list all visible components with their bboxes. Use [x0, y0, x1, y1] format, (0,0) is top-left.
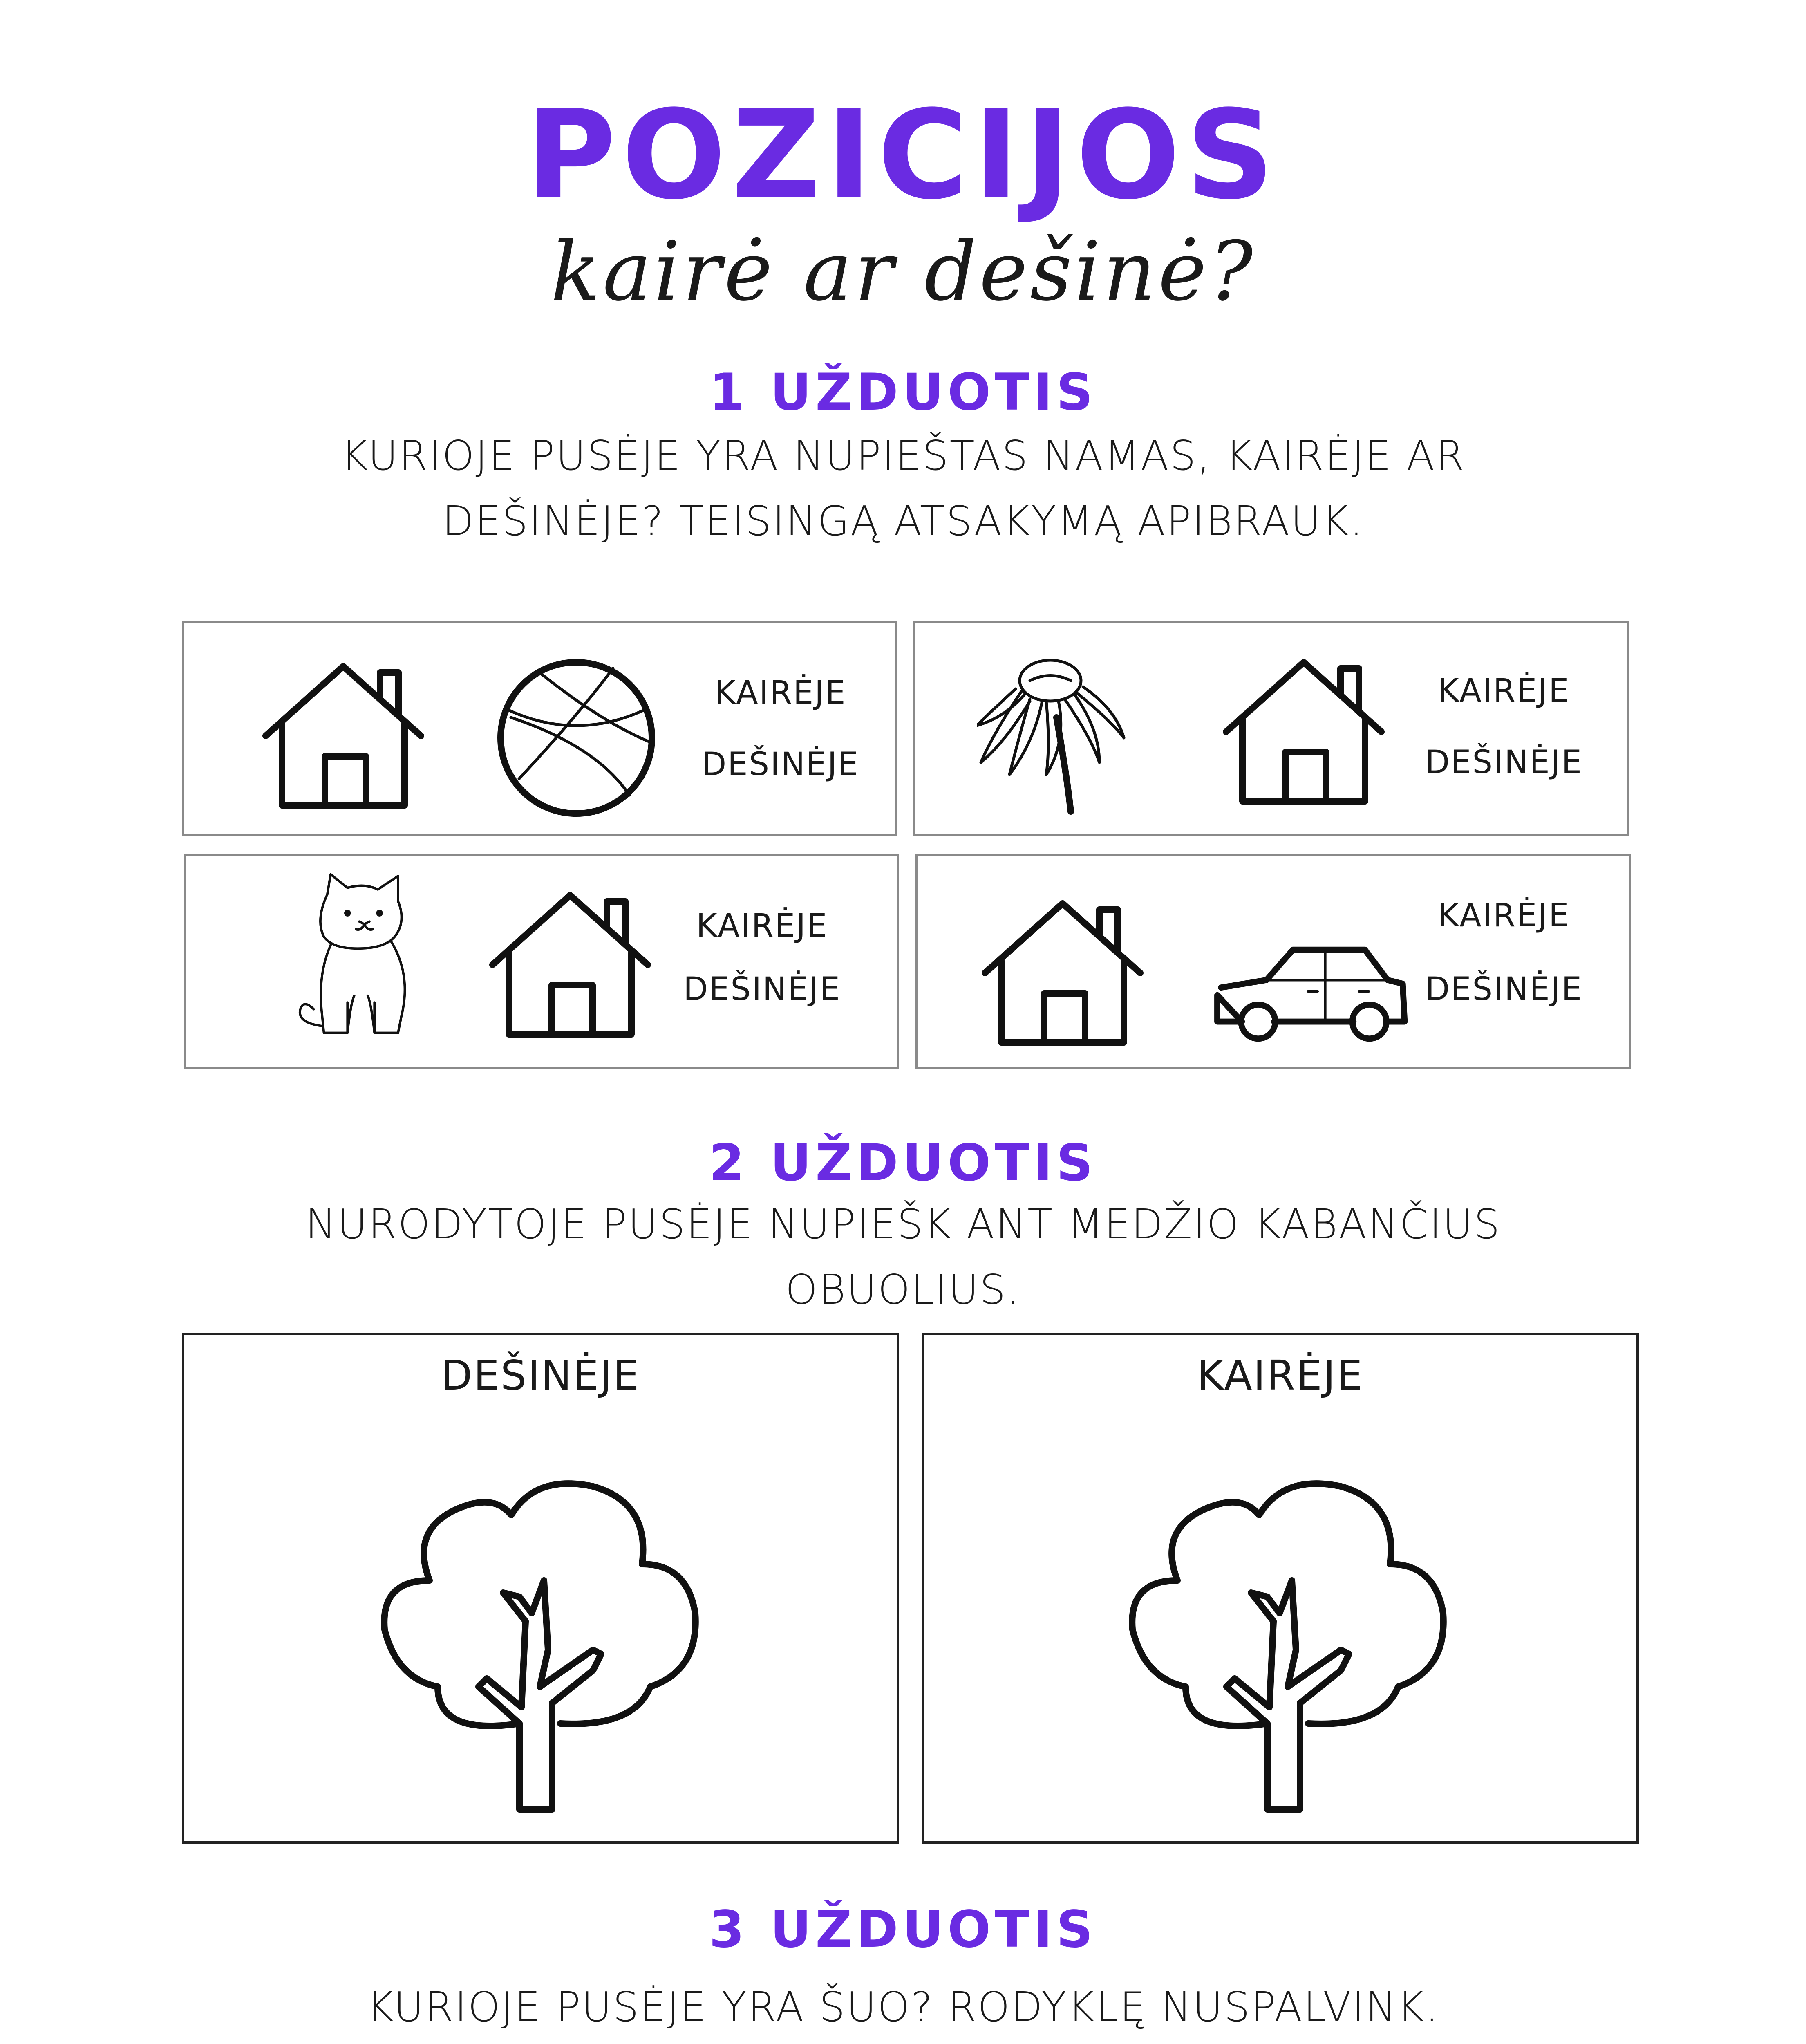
- tree-icon: [1112, 1458, 1464, 1818]
- house-icon: [977, 895, 1148, 1051]
- page-subtitle: kairė ar dešinė?: [551, 224, 1255, 319]
- task3-instruction: KURIOJE PUSĖJE YRA ŠUO? RODYKLĘ NUSPALVINK.: [367, 1983, 1440, 2031]
- option-kaireje[interactable]: KAIRĖJE: [1438, 672, 1570, 709]
- option-desineje[interactable]: DEŠINĖJE: [683, 971, 841, 1008]
- task1-title: 1 UŽDUOTIS: [709, 363, 1097, 422]
- cat-icon: [290, 873, 425, 1044]
- task2-title: 2 UŽDUOTIS: [709, 1134, 1097, 1192]
- task1-card-2: [913, 621, 1629, 836]
- option-kaireje[interactable]: KAIRĖJE: [714, 675, 847, 711]
- panel-label: KAIRĖJE: [1197, 1351, 1364, 1399]
- house-icon: [257, 658, 429, 814]
- task2-instruction-line1: NURODYTOJE PUSĖJE NUPIEŠK ANT MEDŽIO KABANČIUS: [305, 1200, 1501, 1248]
- task2-panel-left[interactable]: [922, 1333, 1639, 1844]
- task1-instruction-line2: DEŠINĖJE? TEISINGĄ ATSAKYMĄ APIBRAUK.: [442, 497, 1364, 545]
- basketball-icon: [495, 656, 658, 820]
- option-kaireje[interactable]: KAIRĖJE: [696, 908, 828, 944]
- task1-card-1: [182, 621, 897, 836]
- task1-card-4: [915, 854, 1631, 1069]
- task1-card-3: [184, 854, 899, 1069]
- page-title: POZICIJOS: [526, 84, 1280, 226]
- house-icon: [484, 887, 656, 1042]
- tree-icon: [364, 1458, 716, 1818]
- flower-icon: [977, 652, 1140, 816]
- option-kaireje[interactable]: KAIRĖJE: [1438, 897, 1570, 934]
- task3-title: 3 UŽDUOTIS: [709, 1900, 1097, 1959]
- option-desineje[interactable]: DEŠINĖJE: [1425, 971, 1583, 1008]
- task2-instruction-line2: OBUOLIUS.: [785, 1266, 1021, 1313]
- house-icon: [1218, 654, 1390, 809]
- task1-instruction-line1: KURIOJE PUSĖJE YRA NUPIEŠTAS NAMAS, KAIRĖJE AR: [341, 432, 1466, 480]
- option-desineje[interactable]: DEŠINĖJE: [1425, 744, 1583, 781]
- task2-panel-right[interactable]: [182, 1333, 899, 1844]
- car-icon: [1210, 938, 1414, 1044]
- panel-label: DEŠINĖJE: [441, 1351, 640, 1399]
- option-desineje[interactable]: DEŠINĖJE: [702, 746, 859, 783]
